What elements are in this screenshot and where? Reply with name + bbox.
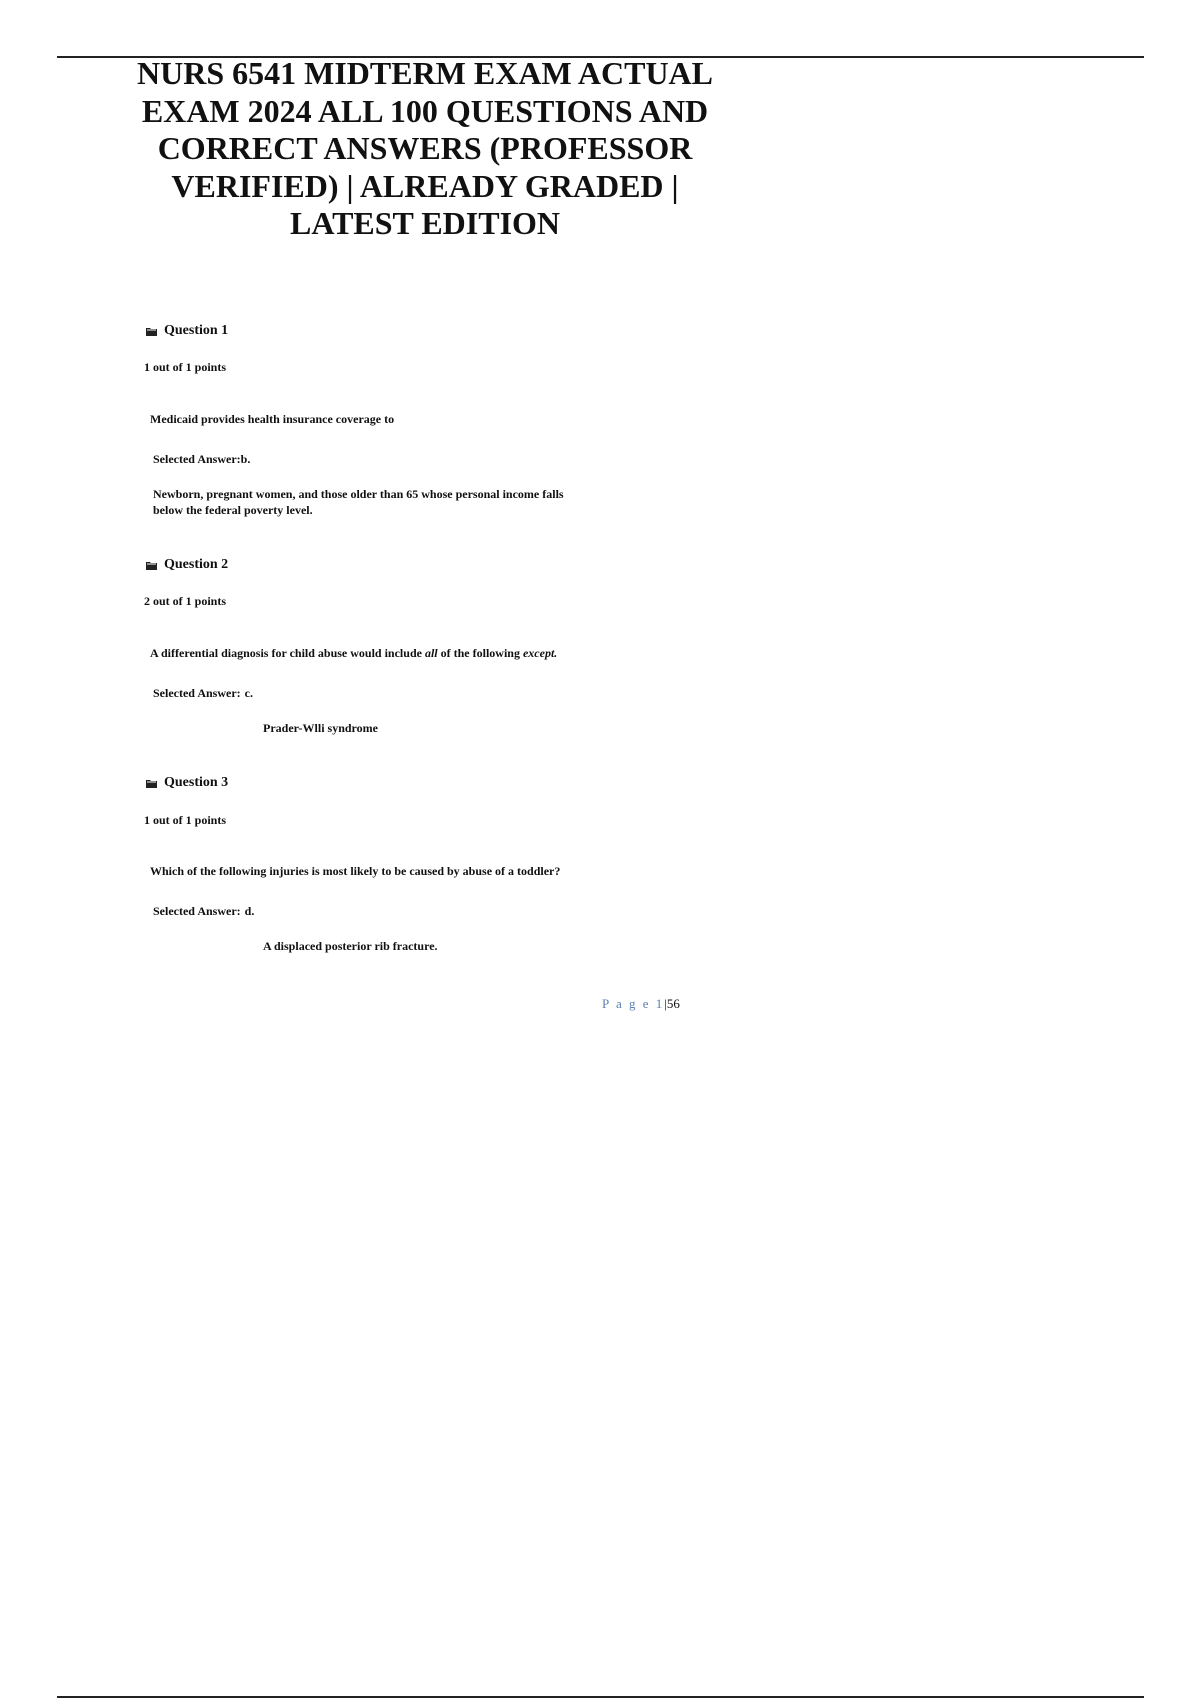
title-line: EXAM 2024 ALL 100 QUESTIONS AND: [141, 92, 709, 129]
question-title: Question 2: [164, 557, 229, 572]
points-score: 1 out of 1 points: [144, 813, 227, 827]
folder-icon: [146, 778, 157, 788]
answer-line: Newborn, pregnant women, and those older than 65 whose personal income falls: [153, 487, 564, 501]
document-title: [110, 55, 740, 243]
page-total: 56: [666, 996, 680, 1011]
prompt-part: of the following: [437, 646, 523, 660]
question-prompt: Which of the following injuries is most likely to be caused by abuse of a toddler?: [150, 864, 561, 878]
title-line: CORRECT ANSWERS (PROFESSOR: [157, 130, 693, 166]
prompt-part: A differential diagnosis for child abuse would include: [150, 646, 425, 660]
bottom-rule: [57, 1696, 1144, 1698]
selected-answer-text: Prader-Wlli syndrome: [263, 721, 378, 735]
question-title: Question 3: [164, 775, 229, 790]
question-prompt: [150, 646, 557, 661]
folder-icon: [146, 560, 157, 570]
title-line: NURS 6541 MIDTERM EXAM ACTUAL: [136, 55, 713, 91]
page-word: P a g e: [602, 996, 651, 1011]
page-number: [602, 996, 680, 1012]
selected-answer-letter: d.: [244, 904, 255, 918]
answer-line: below the federal poverty level.: [153, 503, 313, 517]
title-line: VERIFIED) | ALREADY GRADED |: [171, 167, 679, 204]
selected-answer-label: [153, 904, 254, 919]
question-prompt: Medicaid provides health insurance coverage to: [150, 412, 395, 426]
page-separator: |: [664, 996, 667, 1011]
selected-answer-label: [153, 686, 253, 701]
selected-answer-text: A displaced posterior rib fracture.: [263, 939, 438, 953]
points-score: 1 out of 1 points: [144, 360, 227, 374]
selected-answer-letter: c.: [244, 686, 253, 700]
page-current: 1: [655, 996, 665, 1011]
question-heading: [146, 775, 228, 791]
selected-answer-letter: b.: [240, 452, 251, 466]
folder-icon: [146, 326, 157, 336]
prompt-emphasis: except.: [522, 646, 558, 660]
selected-answer-caption: Selected Answer:: [153, 686, 241, 700]
selected-answer-caption: Selected Answer:: [153, 452, 241, 466]
question-heading: [146, 323, 228, 339]
question-heading: [146, 557, 228, 573]
title-line: LATEST EDITION: [289, 205, 561, 241]
selected-answer-caption: Selected Answer:: [153, 904, 241, 918]
question-title: Question 1: [164, 323, 229, 338]
points-score: 2 out of 1 points: [144, 594, 227, 608]
selected-answer-label: [153, 452, 250, 467]
prompt-emphasis: all: [424, 646, 438, 660]
selected-answer-text: [153, 486, 653, 518]
